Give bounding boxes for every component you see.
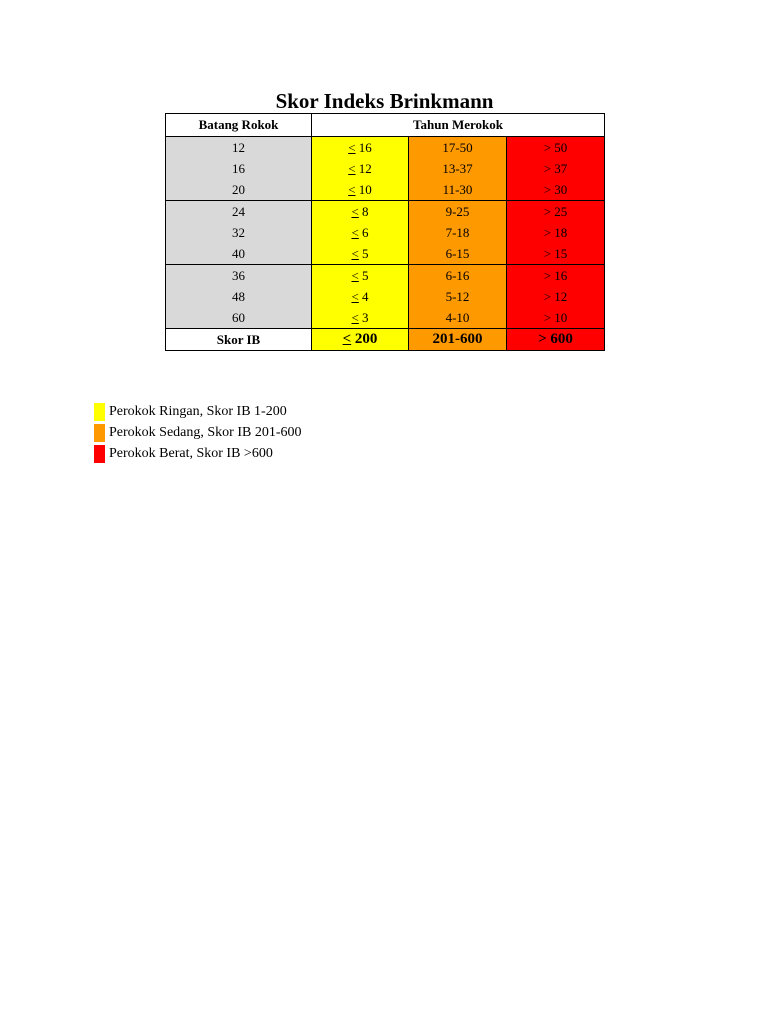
cell-ringan: < 8	[312, 201, 409, 223]
legend-item-berat	[94, 443, 302, 464]
table-header-row	[166, 114, 605, 137]
cell-ringan: < 4	[312, 286, 409, 307]
cell-ringan: < 12	[312, 158, 409, 179]
cell-batang: 24	[166, 201, 312, 223]
header-tahun-merokok: Tahun Merokok	[312, 114, 605, 137]
cell-sedang: 7-18	[409, 222, 507, 243]
table-row	[166, 243, 605, 265]
cell-batang: 16	[166, 158, 312, 179]
red-swatch-icon	[94, 445, 105, 463]
table-row	[166, 137, 605, 159]
table-row	[166, 222, 605, 243]
orange-swatch-icon	[94, 424, 105, 442]
yellow-swatch-icon	[94, 403, 105, 421]
brinkmann-table	[165, 113, 605, 351]
cell-berat: > 18	[507, 222, 605, 243]
cell-ringan: < 10	[312, 179, 409, 201]
cell-sedang: 6-16	[409, 265, 507, 287]
cell-batang: 60	[166, 307, 312, 329]
cell-berat: > 15	[507, 243, 605, 265]
cell-ringan: < 5	[312, 265, 409, 287]
cell-sedang: 6-15	[409, 243, 507, 265]
cell-berat: > 10	[507, 307, 605, 329]
cell-batang: 48	[166, 286, 312, 307]
legend-label: Perokok Sedang, Skor IB 201-600	[109, 424, 302, 440]
cell-batang: 36	[166, 265, 312, 287]
cell-ringan: < 3	[312, 307, 409, 329]
footer-skor-ib-label: Skor IB	[166, 329, 312, 351]
cell-berat: > 16	[507, 265, 605, 287]
legend-item-sedang	[94, 422, 302, 443]
table-footer-row	[166, 329, 605, 351]
cell-sedang: 13-37	[409, 158, 507, 179]
cell-batang: 12	[166, 137, 312, 159]
cell-batang: 32	[166, 222, 312, 243]
cell-batang: 20	[166, 179, 312, 201]
footer-ringan: < 200	[312, 329, 409, 351]
table-row	[166, 265, 605, 287]
cell-sedang: 11-30	[409, 179, 507, 201]
table-row	[166, 201, 605, 223]
cell-sedang: 4-10	[409, 307, 507, 329]
header-batang-rokok: Batang Rokok	[166, 114, 312, 137]
legend-item-ringan	[94, 401, 302, 422]
cell-berat: > 12	[507, 286, 605, 307]
cell-berat: > 50	[507, 137, 605, 159]
cell-batang: 40	[166, 243, 312, 265]
page-title: Skor Indeks Brinkmann	[275, 89, 494, 113]
cell-sedang: 17-50	[409, 137, 507, 159]
cell-berat: > 30	[507, 179, 605, 201]
legend-label: Perokok Berat, Skor IB >600	[109, 445, 273, 461]
cell-sedang: 9-25	[409, 201, 507, 223]
cell-sedang: 5-12	[409, 286, 507, 307]
cell-ringan: < 5	[312, 243, 409, 265]
cell-berat: > 25	[507, 201, 605, 223]
footer-berat: > 600	[507, 329, 605, 351]
table-row	[166, 158, 605, 179]
cell-ringan: < 6	[312, 222, 409, 243]
table-row	[166, 307, 605, 329]
cell-ringan: < 16	[312, 137, 409, 159]
cell-berat: > 37	[507, 158, 605, 179]
legend	[94, 401, 302, 464]
footer-sedang: 201-600	[409, 329, 507, 351]
legend-label: Perokok Ringan, Skor IB 1-200	[109, 403, 287, 419]
table-row	[166, 286, 605, 307]
table-row	[166, 179, 605, 201]
